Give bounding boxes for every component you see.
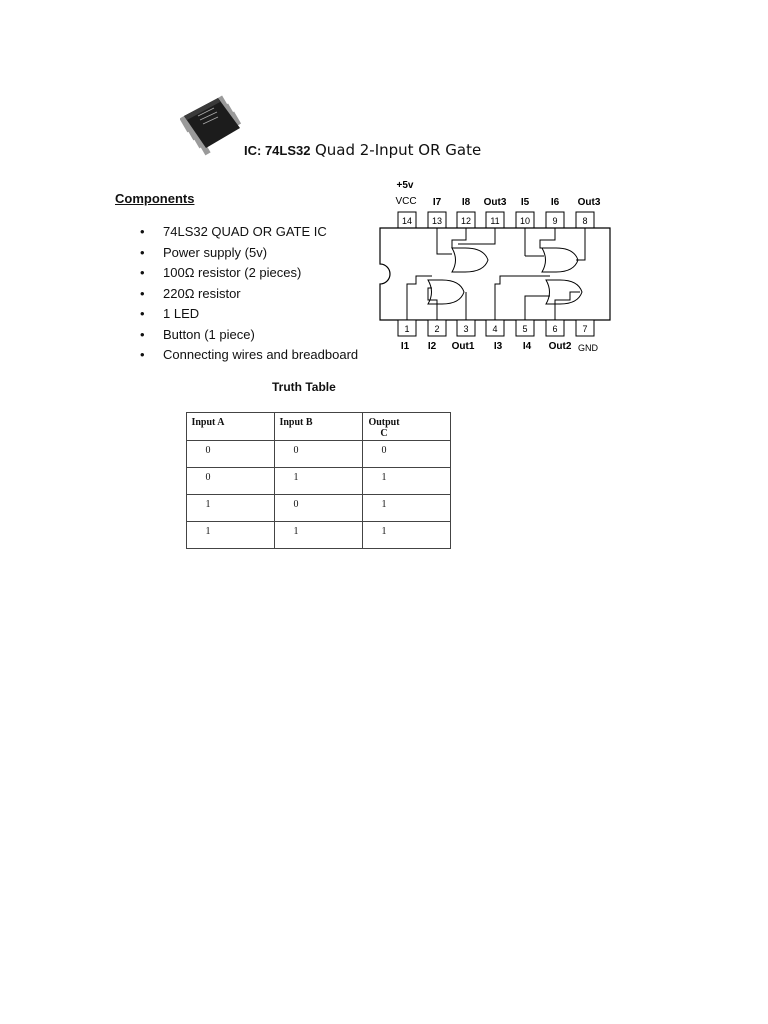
table-row [187,441,451,468]
column-header: Input B [275,413,363,441]
pin-number: 12 [460,216,472,226]
truth-table-heading: Truth Table [272,380,336,394]
pin-number: 10 [519,216,531,226]
column-header: Output C [363,413,451,441]
list-item: • 1 LED [140,304,358,325]
pin-number: 5 [522,324,528,334]
bullet-icon: • [140,224,145,239]
ic-title [244,141,481,160]
ic-name: Quad 2-Input OR Gate [314,141,482,159]
table-cell: 0 [275,495,363,522]
pin-label: I3 [493,341,503,352]
bullet-icon: • [140,285,145,301]
pin-number: 11 [490,216,500,226]
pin-number: 1 [404,324,410,334]
list-item: • 100Ω resistor (2 pieces) [140,263,358,284]
pin-number: 8 [582,216,588,226]
table-cell: 1 [187,495,275,522]
table-cell: 1 [275,522,363,549]
vcc-label: VCC [395,196,417,207]
pinout-diagram [370,176,620,356]
pin-number: 4 [492,324,498,334]
pin-number: 9 [552,216,558,226]
list-item: • 74LS32 QUAD OR GATE IC [140,222,358,243]
pin-label: I7 [432,197,442,208]
pin-label: I4 [522,341,532,352]
table-cell: 0 [275,441,363,468]
pin-label: Out1 [451,341,475,352]
bullet-icon: • [140,306,145,321]
list-item: • 220Ω resistor [140,284,358,305]
ic-label: IC: 74LS32 [244,143,311,158]
ic-chip-photo [180,94,242,160]
pin-label: I6 [550,197,560,208]
pin-label: I2 [427,341,437,352]
table-row [187,468,451,495]
table-cell: 1 [275,468,363,495]
bullet-icon: • [140,326,145,342]
table-row [187,495,451,522]
pin-number: 14 [401,216,413,226]
gnd-label: GND [578,343,598,353]
table-cell: 1 [363,495,451,522]
table-cell: 1 [187,522,275,549]
table-row [187,522,451,549]
pin-label: I5 [520,197,530,208]
column-header: Input A [187,413,275,441]
truth-table [186,412,451,549]
supply-label: +5v [396,180,414,191]
table-cell: 0 [187,441,275,468]
pin-number: 7 [582,324,588,334]
pin-number: 6 [552,324,558,334]
pin-number: 2 [434,324,440,334]
pin-label: Out3 [483,197,507,208]
bullet-icon: • [140,244,145,260]
table-header-row [187,413,451,441]
list-item: • Button (1 piece) [140,325,358,346]
pin-number: 13 [431,216,443,226]
pin-number: 3 [463,324,469,334]
list-item: • Connecting wires and breadboard [140,345,358,366]
bullet-icon: • [140,347,145,362]
table-cell: 1 [363,522,451,549]
list-item: • Power supply (5v) [140,243,358,264]
pin-label: I1 [400,341,410,352]
pin-label: Out3 [577,197,601,208]
bullet-icon: • [140,265,145,280]
table-cell: 0 [187,468,275,495]
pin-label: Out2 [548,341,572,352]
components-heading: Components [115,191,195,206]
components-list [140,222,358,366]
pin-label: I8 [461,197,471,208]
table-cell: 1 [363,468,451,495]
table-cell: 0 [363,441,451,468]
